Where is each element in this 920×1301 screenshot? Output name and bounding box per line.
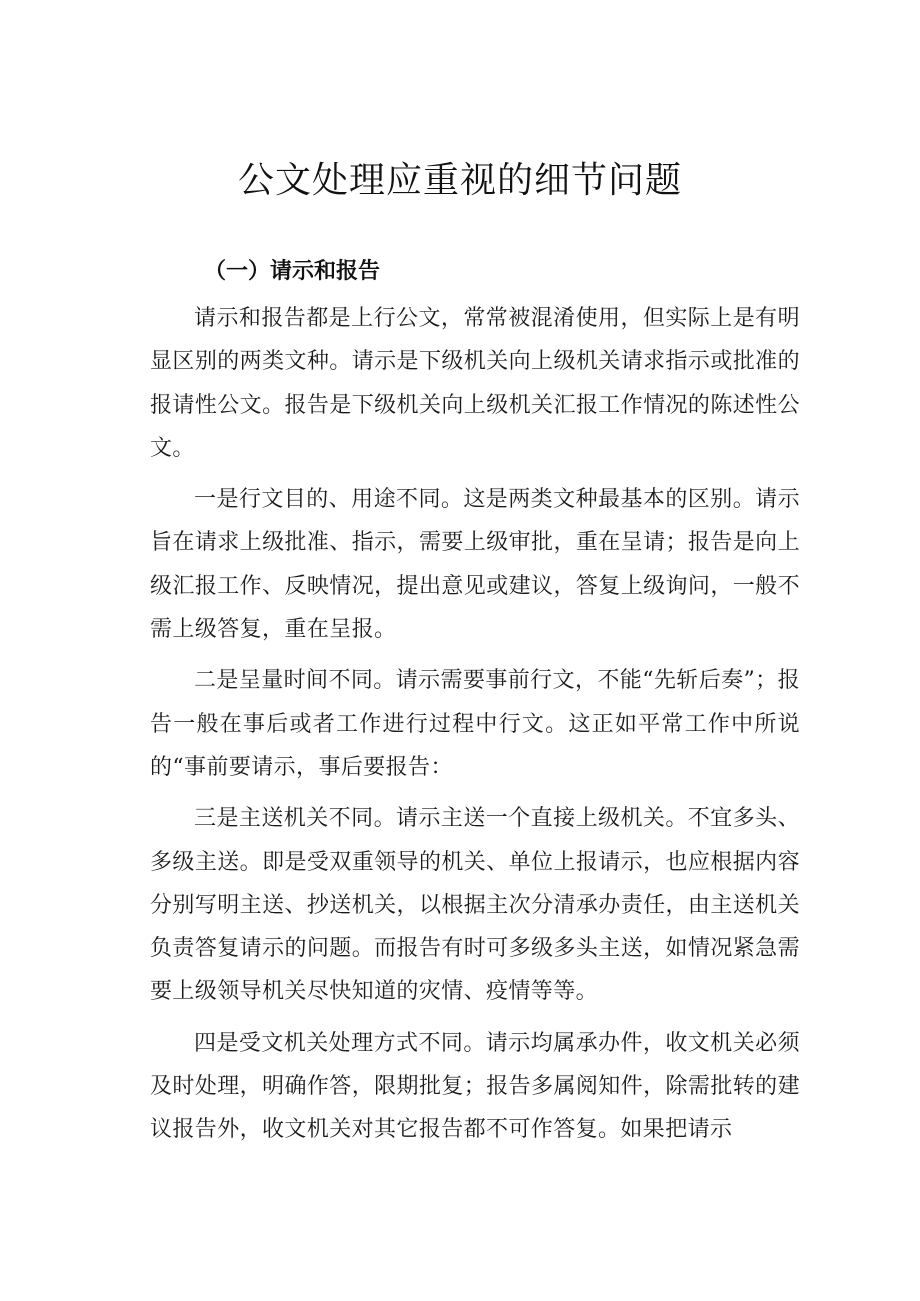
paragraph-point-four: 四是受文机关处理方式不同。请示均属承办件，收文机关必须及时处理，明确作答，限期批复；报告多属阅知件，除需批转的建议报告外，收文机关对其它报告都不可作答复。如果把请示 [150,1030,800,1143]
paragraph-intro: 请示和报告都是上行公文，常常被混淆使用，但实际上是有明显区别的两类文种。请示是下级机关向上级机关请求指示或批准的报请性公文。报告是下级机关向上级机关汇报工作情况的陈述性公文。 [150,306,800,461]
paragraph-point-two: 二是呈量时间不同。请示需要事前行文，不能“先斩后奏”；报告一般在事后或者工作进行过程中行文。这正如平常工作中所说的“事前要请示，事后要报告： [150,668,800,780]
document-title: 公文处理应重视的细节问题 [237,160,682,201]
paragraph-point-three: 三是主送机关不同。请示主送一个直接上级机关。不宜多头、多级主送。即是受双重领导的机关、单位上报请示，也应根据内容分别写明主送、抄送机关，以根据主次分清承办责任，由主送机关负责答复请示的问题。而报告有时可多级多头主送，如情况紧急需要上级领导机关尽快知道的灾情、疫情等等。 [150,806,800,1005]
paragraph-point-one: 一是行文目的、用途不同。这是两类文种最基本的区别。请示旨在请求上级批准、指示，需要上级审批，重在呈请；报告是向上级汇报工作、反映情况，提出意见或建议，答复上级询问，一般不需上级答复，重在呈报。 [150,487,800,643]
section-heading: （一）请示和报告 [204,259,381,284]
document-body [150,297,800,1160]
